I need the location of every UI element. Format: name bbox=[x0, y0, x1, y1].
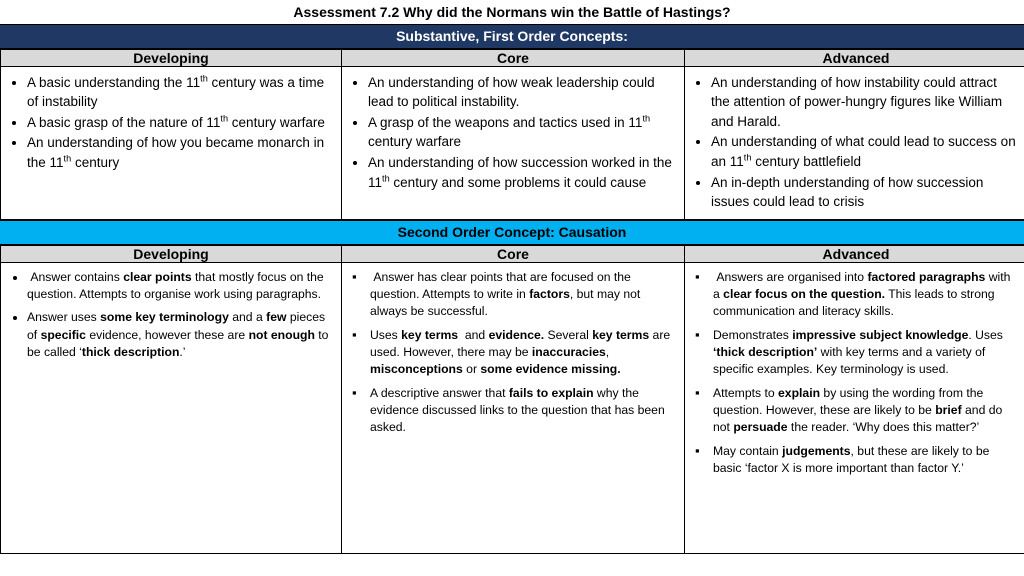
column-header-developing-2: Developing bbox=[1, 245, 342, 262]
list-item: • A grasp of the weapons and tactics used in 11th century warfare bbox=[368, 113, 676, 152]
list-item: • An understanding of how instability could attract the attention of power-hungry figures like William and Harald. bbox=[711, 73, 1019, 132]
cell-causation-advanced bbox=[685, 262, 1024, 553]
column-header-advanced-2: Advanced bbox=[685, 245, 1024, 262]
list-item: ▪ Answer has clear points that are focused on the question. Attempts to write in factors, but may not always be successful. bbox=[350, 269, 676, 321]
list-item: ▪ Demonstrates impressive subject knowledge. Uses ‘thick description’ with key terms and a variety of specific examples. Key terminology is used. bbox=[693, 327, 1019, 379]
column-header-developing: Developing bbox=[1, 49, 342, 66]
table-row bbox=[1, 262, 1024, 553]
list-item: ▪ A descriptive answer that fails to explain why the evidence discussed links to the question that has been asked. bbox=[350, 385, 676, 437]
column-header-advanced: Advanced bbox=[685, 49, 1024, 66]
list-item: ▪ Answers are organised into factored paragraphs with a clear focus on the question. This leads to strong communication and literacy skills. bbox=[693, 269, 1019, 321]
list-item: • A basic grasp of the nature of 11th century warfare bbox=[27, 113, 333, 133]
list-item: • An understanding of what could lead to success on an 11th century battlefield bbox=[711, 132, 1019, 171]
list-item: • Answer contains clear points that mostly focus on the question. Attempts to organise work using paragraphs. bbox=[27, 269, 333, 304]
cell-substantive-advanced bbox=[685, 66, 1024, 219]
list-substantive-advanced bbox=[685, 67, 1024, 219]
column-header-core: Core bbox=[342, 49, 685, 66]
list-item: ▪ Uses key terms and evidence. Several key terms are used. However, there may be inaccuracies, misconceptions or some evidence missing. bbox=[350, 327, 676, 379]
list-item: • An understanding of how you became monarch in the 11th century bbox=[27, 133, 333, 172]
cell-causation-developing bbox=[1, 262, 342, 553]
list-item: • An understanding of how succession worked in the 11th century and some problems it could cause bbox=[368, 153, 676, 192]
cell-substantive-developing bbox=[1, 66, 342, 219]
table-header-row bbox=[1, 49, 1024, 66]
table-header-row bbox=[1, 245, 1024, 262]
list-substantive-core bbox=[342, 67, 684, 199]
list-item: • An understanding of how weak leadership could lead to political instability. bbox=[368, 73, 676, 112]
causation-table bbox=[0, 245, 1024, 554]
list-item: • A basic understanding the 11th century was a time of instability bbox=[27, 73, 333, 112]
list-item: ▪ Attempts to explain by using the wording from the question. However, these are likely to be brief and do not persuade the reader. ‘Why does this matter?’ bbox=[693, 385, 1019, 437]
section-band-causation: Second Order Concept: Causation bbox=[0, 220, 1024, 245]
list-substantive-developing bbox=[1, 67, 341, 180]
substantive-concepts-table bbox=[0, 49, 1024, 220]
section-band-substantive: Substantive, First Order Concepts: bbox=[0, 24, 1024, 49]
list-causation-developing bbox=[1, 263, 341, 374]
list-item: • Answer uses some key terminology and a few pieces of specific evidence, however these are not enough to be called ‘thick description.’ bbox=[27, 309, 333, 361]
list-item: ▪ May contain judgements, but these are likely to be basic ‘factor X is more important than factor Y.’ bbox=[693, 443, 1019, 478]
cell-substantive-core bbox=[342, 66, 685, 219]
list-causation-advanced bbox=[685, 263, 1024, 490]
table-row bbox=[1, 66, 1024, 219]
column-header-core-2: Core bbox=[342, 245, 685, 262]
list-item: • An in-depth understanding of how succession issues could lead to crisis bbox=[711, 173, 1019, 212]
cell-causation-core bbox=[342, 262, 685, 553]
list-causation-core bbox=[342, 263, 684, 449]
page-title: Assessment 7.2 Why did the Normans win the Battle of Hastings? bbox=[293, 4, 731, 20]
